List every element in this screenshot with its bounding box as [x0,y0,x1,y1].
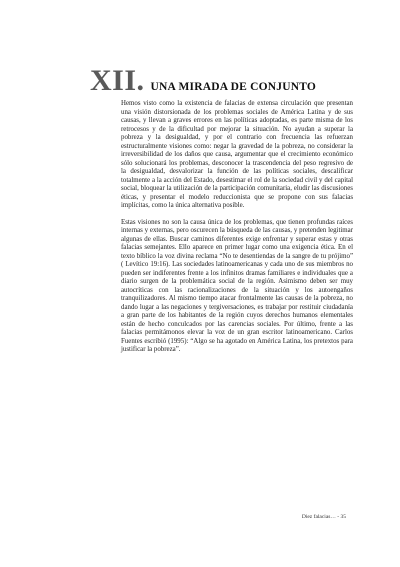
chapter-title: UNA MIRADA DE CONJUNTO [150,81,317,93]
body-text [121,100,353,363]
chapter-number: XII. [90,64,145,97]
page-footer: Diez falacias… - 35 [301,514,346,520]
chapter-heading [90,64,316,98]
paragraph-1: Hemos visto como la existencia de falacias de extensa circulación que presentan una visión distorsionada de los problemas sociales de América Latina y de sus causas, y llevan a graves errores en las políticas adoptadas, es parte misma de los retrocesos y de la dificultad por mejorar la situación. No ayudan a superar la pobreza y la desigualdad, y por el contrario con frecuencia las refuerzan estructuralmente visiones como: negar la gravedad de la pobreza, no considerar la irreversibilidad de los daños que causa, argumentar que el crecimiento económico sólo solucionará los problemas, desconocer la trascendencia del peso regresivo de la desigualdad, desvalorizar la función de las políticas sociales, descalificar totalmente a la acción del Estado, desestimar el rol de la sociedad civil y del capital social, bloquear la utilización de la participación comunitaria, eludir las discusiones éticas, y presentar el modelo reduccionista que se propone con sus falacias implícitas, como la única alternativa posible. [121,100,353,209]
paragraph-2: Estas visiones no son la causa única de los problemas, que tienen profundas raíces internas y externas, pero oscurecen la búsqueda de las causas, y pretenden legitimar algunas de ellas. Buscar caminos diferentes exige enfrentar y superar estas y otras falacias semejantes. Ello aparece en primer lugar como una exigencia ética. En el texto bíblico la voz divina reclama “No te desentiendas de la sangre de tu prójimo” ( Levítico 19:16). Las sociedades latinoamericanas y cada uno de sus miembros no pueden ser indiferentes frente a los infinitos dramas familiares e individuales que a diario surgen de la problemática social de la región. Asimismo deben ser muy autocríticas con las racionalizaciones de la situación y los autoengaños tranquilizadores. Al mismo tiempo atacar frontalmente las causas de la pobreza, no dando lugar a las negaciones y tergiversaciones, es trabajar por restituir ciudadanía a gran parte de los habitantes de la región cuyos derechos humanos elementales están de hecho conculcados por las carencias sociales. Por último, frente a las falacias permitámonos elevar la voz de un gran escritor latinoamericano. Carlos Fuentes escribió (1995): “Algo se ha agotado en América Latina, los pretextos para justificar la pobreza”. [121,218,353,353]
